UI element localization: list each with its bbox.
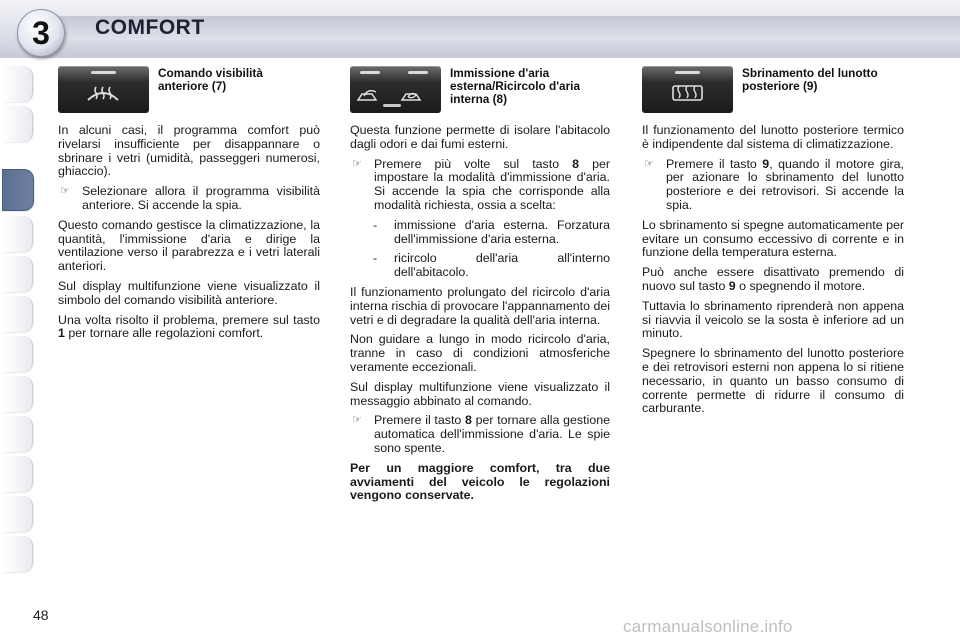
chapter-number-badge: 3 bbox=[17, 9, 65, 57]
text-run: per tornare alla gestione automatica dell'immissione d'aria. Le spie sono spente. bbox=[374, 413, 610, 455]
comfort-note: Per un maggiore comfort, tra due avviamenti del veicolo le regolazioni vengono conservate. bbox=[350, 460, 610, 503]
text-run: Premere più volte sul tasto bbox=[374, 156, 573, 171]
paragraph bbox=[58, 314, 320, 342]
text-run: Può anche essere disattivato premendo di nuovo sul tasto bbox=[642, 265, 904, 293]
chapter-tab-3-active[interactable] bbox=[2, 169, 34, 211]
paragraph: Questo comando gestisce la climatizzazione, la quantità, l'immissione d'aria e dirige la ventilazione verso il parabrezza e i vetri laterali anteriori. bbox=[58, 217, 320, 274]
chapter-tab-6[interactable] bbox=[2, 296, 33, 332]
text-run: o spegnendo il motore. bbox=[735, 278, 866, 293]
text-run: , quando il motore gira, per azionare lo sbrinamento del lunotto posteriore e dei retrovisori. Si accende la spia. bbox=[666, 156, 904, 212]
front-windscreen-demist-icon bbox=[58, 66, 149, 113]
note-paragraph: Sul display multifunzione viene visualizzato il messaggio abbinato al comando. bbox=[350, 379, 610, 408]
chapter-tab-7[interactable] bbox=[2, 336, 33, 372]
option-item bbox=[370, 252, 610, 280]
text-run: Premere il tasto bbox=[374, 413, 465, 428]
text-run: Una volta risolto il problema, premere sul tasto bbox=[58, 312, 320, 327]
paragraph: Sul display multifunzione viene visualizzato il simbolo del comando visibilità anteriore. bbox=[58, 278, 320, 307]
instruction-bullet bbox=[642, 158, 904, 213]
dash-marker: - bbox=[373, 251, 378, 266]
text-run: per tornare alle regolazioni comfort. bbox=[64, 326, 264, 341]
pointing-hand-icon: ☞ bbox=[60, 185, 70, 198]
paragraph bbox=[642, 266, 904, 294]
instruction-bullet bbox=[58, 185, 320, 213]
chapter-tab-strip bbox=[0, 66, 36, 576]
section-body bbox=[58, 124, 320, 347]
bullet-text: Selezionare allora il programma visibilità anteriore. Si accende la spia. bbox=[82, 184, 320, 212]
key-number: 8 bbox=[464, 413, 472, 428]
key-number: 9 bbox=[762, 156, 770, 171]
chapter-tab-5[interactable] bbox=[2, 256, 33, 292]
chapter-title: COMFORT bbox=[95, 16, 205, 39]
pointing-hand-icon: ☞ bbox=[352, 414, 362, 427]
page-number: 48 bbox=[33, 607, 49, 623]
chapter-tab-4[interactable] bbox=[2, 216, 33, 252]
section-title: Immissione d'aria esterna/Ricircolo d'aria interna (8) bbox=[450, 66, 581, 106]
note-paragraph: Il funzionamento prolungato del ricircolo d'aria interna rischia di provocare l'appannamento dei vetri e di degradare la qualità dell'aria interna. bbox=[350, 284, 610, 327]
rear-window-defrost-icon bbox=[642, 66, 733, 113]
chapter-tab-1[interactable] bbox=[2, 66, 33, 102]
section-title: Sbrinamento del lunotto posteriore (9) bbox=[742, 66, 878, 93]
paragraph: In alcuni casi, il programma comfort può rivelarsi insufficiente per disappannare o sbrinare i vetri (umidità, passeggeri numerosi, ghiaccio). bbox=[58, 123, 320, 179]
section-body bbox=[642, 124, 904, 422]
section-title: Comando visibilità anteriore (7) bbox=[158, 66, 263, 93]
pointing-hand-icon: ☞ bbox=[644, 157, 654, 170]
text-run: per impostare la modalità d'immissione d'aria. Si accende la spia che corrisponde alla modalità richiesta, ossia a scelta: bbox=[374, 156, 610, 212]
paragraph: Il funzionamento del lunotto posteriore termico è indipendente dal sistema di climatizzazione. bbox=[642, 123, 904, 151]
paragraph: Questa funzione permette di isolare l'abitacolo dagli odori e dai fumi esterni. bbox=[350, 123, 610, 151]
chapter-tab-2[interactable] bbox=[2, 106, 33, 142]
page-header bbox=[0, 0, 960, 58]
watermark: carmanualsonline.info bbox=[623, 617, 793, 636]
chapter-tab-9[interactable] bbox=[2, 416, 33, 452]
chapter-tab-11[interactable] bbox=[2, 496, 33, 532]
note-paragraph: Non guidare a lungo in modo ricircolo d'aria, tranne in caso di condizioni atmosferiche veramente eccezionali. bbox=[350, 332, 610, 374]
option-text: ricircolo dell'aria all'interno dell'abitacolo. bbox=[394, 251, 610, 280]
key-number: 9 bbox=[728, 278, 736, 293]
chapter-tab-10[interactable] bbox=[2, 456, 33, 492]
option-item bbox=[370, 219, 610, 247]
dash-marker: - bbox=[373, 217, 378, 232]
text-run: Premere il tasto bbox=[666, 156, 763, 171]
key-number: 8 bbox=[572, 156, 580, 171]
instruction-bullet bbox=[350, 158, 610, 213]
paragraph: Spegnere lo sbrinamento del lunotto posteriore e dei retrovisori esterni non appena lo si ritiene necessario, in quanto un basso consumo di corrente permette di ridurre il consumo di carburante. bbox=[642, 346, 904, 416]
paragraph: Lo sbrinamento si spegne automaticamente per evitare un consumo eccessivo di corrente e in funzione della temperatura esterna. bbox=[642, 217, 904, 260]
chapter-tab-12[interactable] bbox=[2, 536, 33, 572]
section-body bbox=[350, 124, 610, 509]
option-text: immissione d'aria esterna. Forzatura dell'immissione d'aria esterna. bbox=[394, 217, 610, 246]
air-recirculation-icon bbox=[350, 66, 441, 113]
key-number: 1 bbox=[58, 326, 65, 341]
chapter-tab-8[interactable] bbox=[2, 376, 33, 412]
paragraph: Tuttavia lo sbrinamento riprenderà non appena si riavvia il veicolo se la sosta è inferiore ad un minuto. bbox=[642, 298, 904, 341]
instruction-bullet bbox=[350, 414, 610, 455]
pointing-hand-icon: ☞ bbox=[352, 157, 362, 170]
